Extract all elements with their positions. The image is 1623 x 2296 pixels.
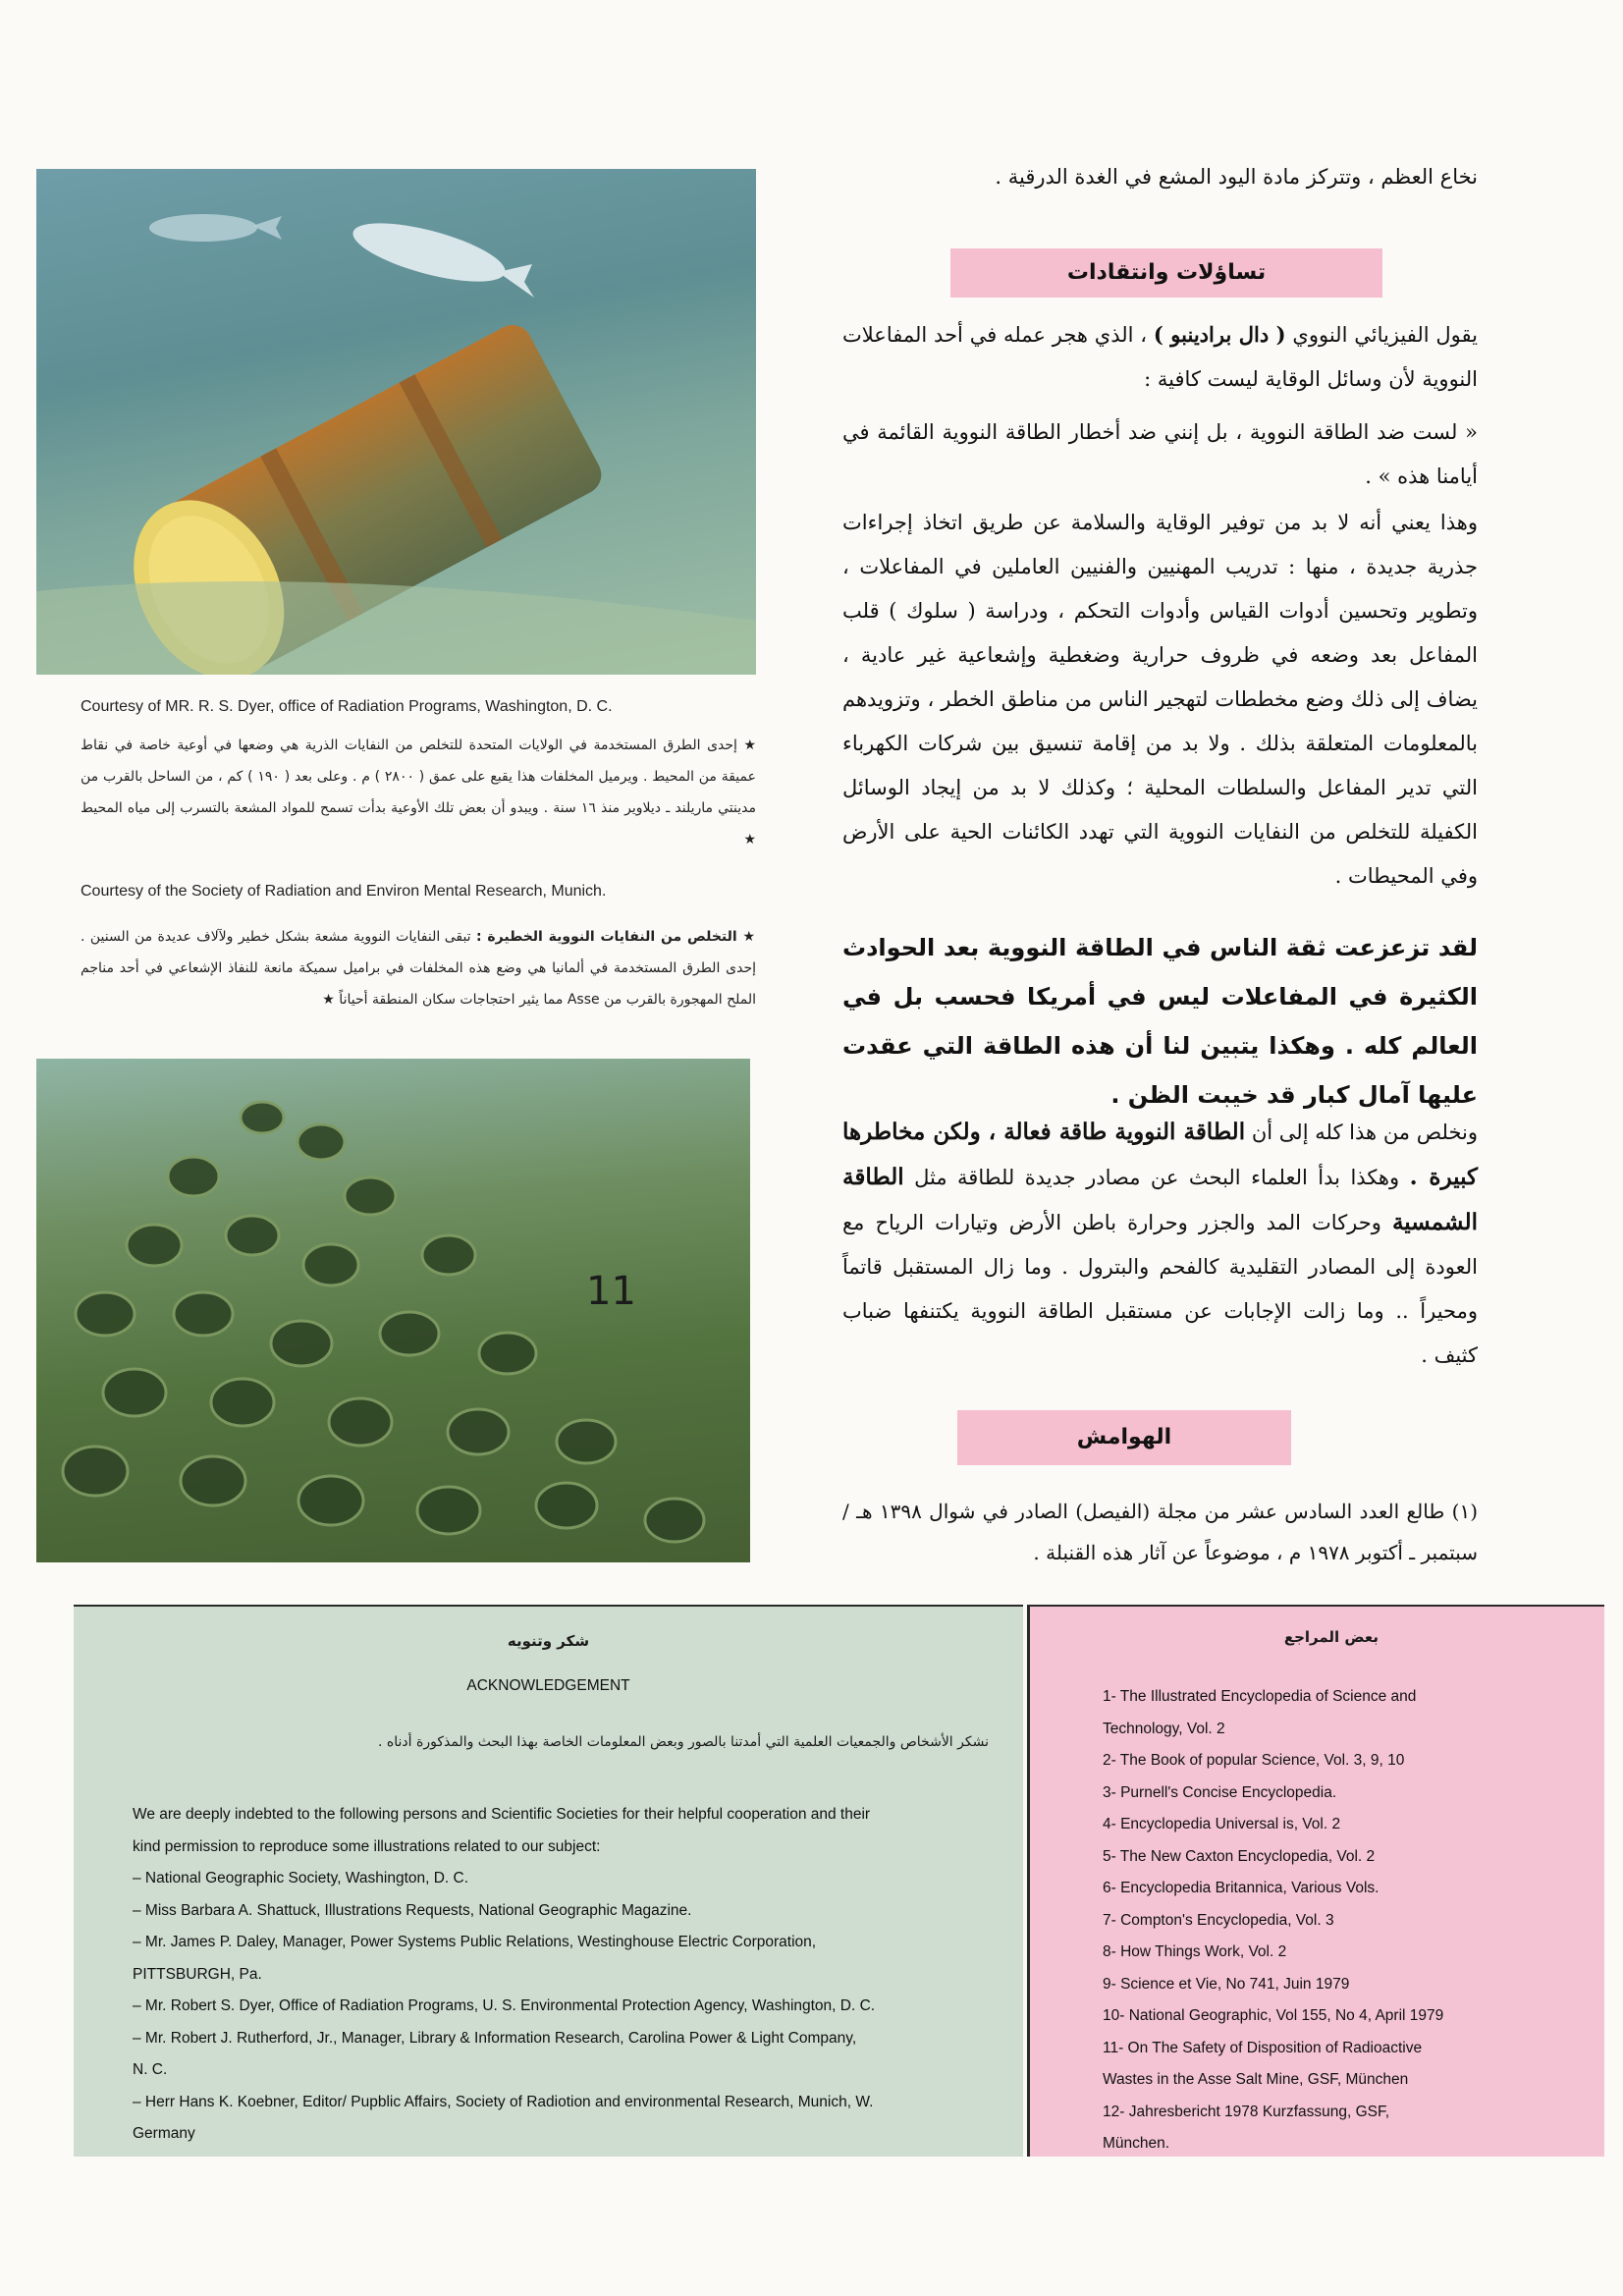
body-para-1-end: ، الذي هجر عمله في أحد المفاعلات النووية لأن وسائل الوقاية ليست كافية : — [842, 323, 1478, 391]
body-para-1 — [842, 312, 1478, 402]
body-para-1-start: يقول الفيزيائي النووي — [1292, 323, 1479, 347]
reference-item: 1- The Illustrated Encyclopedia of Science and — [1103, 1688, 1417, 1705]
acknowledgement-item: Germany — [133, 2125, 195, 2142]
references-title: بعض المراجع — [1283, 1628, 1379, 1646]
photo2-caption — [81, 921, 756, 1015]
body-para-3-d: وحركات المد والجزر وحرارة باطن الأرض وتيارات الرياح مع العودة إلى المصادر التقليدية كالفحم والبترول . وما زال المستقبل قاتماً ومحيراً .. وما زالت الإجابات عن مستقبل الطاقة النووية يكتنفها ضباب كثيف . — [842, 1211, 1478, 1367]
acknowledgement-item: – Herr Hans K. Koebner, Editor/ Pupblic Affairs, Society of Radiotion and environmental Research, Munich, W. — [133, 2093, 874, 2110]
reference-item: Technology, Vol. 2 — [1103, 1720, 1225, 1737]
acknowledgement-list — [133, 1799, 979, 2151]
reference-item: 10- National Geographic, Vol 155, No 4, April 1979 — [1103, 2007, 1444, 2024]
barrel-illustration — [36, 169, 756, 675]
body-para-3-a: ونخلص من هذا كله إلى أن — [1251, 1121, 1478, 1144]
barrels-pile-illustration — [36, 1059, 750, 1562]
photo1-caption: ★ إحدى الطرق المستخدمة في الولايات المتحدة للتخلص من النفايات الذرية هي وضعها في أوعية خاصة في نقاط عميقة من المحيط . ويرميل المخلفات هذا يقبع على عمق ( ٢٨٠٠ ) م . وعلى بعد ( ١٩٠ ) كم ، من الساحل بالقرب من مدينتي ماريلند ـ ديلاوير منذ ١٦ سنة . ويبدو أن بعض تلك الأوعية بدأت تسمح للمواد المشعة بالتسرب إلى مياه المحيط ★ — [81, 738, 756, 847]
reference-item: 8- How Things Work, Vol. 2 — [1103, 1943, 1287, 1960]
acknowledgement-box — [74, 1605, 1023, 2157]
acknowledgement-item: N. C. — [133, 2061, 168, 2078]
photo2-mark: 11 — [586, 1269, 636, 1314]
acknowledgement-item: – Mr. Robert J. Rutherford, Jr., Manager, Library & Information Research, Carolina Power & Light Company, — [133, 2029, 857, 2047]
reference-item: 2- The Book of popular Science, Vol. 3, 9, 10 — [1103, 1752, 1405, 1769]
photo1-credit: Courtesy of MR. R. S. Dyer, office of Radiation Programs, Washington, D. C. — [81, 698, 613, 715]
reference-item: 6- Encyclopedia Britannica, Various Vols. — [1103, 1880, 1380, 1896]
acknowledgement-intro-line: We are deeply indebted to the following persons and Scientific Societies for their helpful cooperation and their — [133, 1806, 871, 1823]
footnote-1: (١) طالع العدد السادس عشر من مجلة (الفيصل) الصادر في شوال ١٣٩٨ هـ / سبتمبر ـ أكتوبر ١٩٧٨ م ، موضوعاً عن آثار هذه القنبلة . — [842, 1500, 1478, 1564]
acknowledgement-item: PITTSBURGH, Pa. — [133, 1965, 262, 1983]
acknowledgement-intro-ar: نشكر الأشخاص والجمعيات العلمية التي أمدتنا بالصور وبعض المعلومات الخاصة بهذا البحث والمذكورة أدناه . — [378, 1734, 989, 1750]
body-para-3 — [842, 1110, 1478, 1378]
reference-item: 4- Encyclopedia Universal is, Vol. 2 — [1103, 1816, 1341, 1832]
body-top-line: نخاع العظم ، وتتركز مادة اليود المشع في الغدة الدرقية . — [995, 165, 1478, 189]
acknowledgement-intro-line: kind permission to reproduce some illustrations related to our subject: — [133, 1837, 601, 1855]
acknowledgement-item: – Miss Barbara A. Shattuck, Illustrations Requests, National Geographic Magazine. — [133, 1901, 692, 1919]
reference-item: Wastes in the Asse Salt Mine, GSF, München — [1103, 2071, 1409, 2088]
reference-item: 11- On The Safety of Disposition of Radioactive — [1103, 2039, 1423, 2056]
body-para-3-bold-1: الطاقة النووية طاقة فعالة ، ولكن مخاطرها كبيرة . — [842, 1119, 1478, 1190]
reference-item: München. — [1103, 2135, 1170, 2152]
reference-item: 3- Purnell's Concise Encyclopedia. — [1103, 1783, 1337, 1801]
photo2-credit: Courtesy of the Society of Radiation and Environ Mental Research, Munich. — [81, 883, 607, 900]
acknowledgement-item: – National Geographic Society, Washington, D. C. — [133, 1870, 469, 1886]
body-quote: « لست ضد الطاقة النووية ، بل إنني ضد أخطار الطاقة النووية القائمة في أيامنا هذه » . — [842, 420, 1478, 488]
references-box — [1027, 1605, 1604, 2157]
body-para-3-bold-2: الطاقة الشمسية — [842, 1164, 1478, 1235]
reference-item: 7- Compton's Encyclopedia, Vol. 3 — [1103, 1911, 1334, 1929]
acknowledgement-title-en: ACKNOWLEDGEMENT — [466, 1677, 630, 1694]
reference-item: 5- The New Caxton Encyclopedia, Vol. 2 — [1103, 1847, 1376, 1865]
reference-item: 12- Jahresbericht 1978 Kurzfassung, GSF, — [1103, 2103, 1390, 2120]
reference-item: 9- Science et Vie, No 741, Juin 1979 — [1103, 1975, 1350, 1993]
body-para-2: وهذا يعني أنه لا بد من توفير الوقاية والسلامة عن طريق اتخاذ إجراءات جذرية جديدة ، منها : تدريب المهنيين والفنيين العاملين في المفاعلات ، وتطوير وتحسين أدوات القياس وأدوات التحكم ، ودراسة ( سلوك ) قلب المفاعل بعد وضعه في ظروف حرارية وضغطية وإشعاعية غير عادية ، يضاف إلى ذلك وضع مخططات لتهجير الناس من مناطق الخطر ، وتزويدهم بالمعلومات المتعلقة بذلك . ولا بد من إقامة تنسيق بين شركات الكهرباء التي تدير المفاعل والسلطات المحلية ؛ وكذلك لا بد من إيجاد الوسائل الكفيلة للتخلص من النفايات النووية التي تهدد الكائنات الحية على الأرض وفي المحيطات . — [842, 511, 1478, 888]
photo2-caption-text: تبقى النفايات النووية مشعة بشكل خطير ولآلاف عديدة من السنين . إحدى الطرق المستخدمة في ألمانيا هي وضع هذه المخلفات في براميل سميكة مانعة للنفاذ الإشعاعي في أحد مناجم الملح المهجورة بالقرب من Asse مما يثير احتجاجات سكان المنطقة أحياناً ★ — [81, 929, 756, 1008]
heading-footnotes: الهوامش — [957, 1410, 1291, 1465]
heading-questions: تساؤلات وانتقادات — [950, 248, 1382, 298]
photo2-caption-title: ★ التخلص من النفايات النووية الخطيرة : — [475, 929, 757, 945]
body-para-1-name: ( دال برادينبو ) — [1153, 322, 1286, 347]
acknowledgement-item: – Mr. James P. Daley, Manager, Power Systems Public Relations, Westinghouse Electric Corporation, — [133, 1934, 817, 1950]
body-bold-paragraph: لقد تزعزعت ثقة الناس في الطاقة النووية بعد الحوادث الكثيرة في المفاعلات ليس في أمريكا فحسب بل في العالم كله . وهكذا يتبين لنا أن هذه الطاقة التي عقدت عليها آمال كبار قد خيبت الظن . — [842, 934, 1478, 1109]
acknowledgement-item: – Mr. Robert S. Dyer, Office of Radiation Programs, U. S. Environmental Protection Agency, Washington, D. C. — [133, 1997, 876, 2014]
photo-barrels-pile — [36, 1059, 750, 1562]
references-list — [1103, 1681, 1505, 2160]
photo-sea-barrel — [36, 169, 756, 675]
acknowledgement-title-ar: شكر وتنويه — [507, 1632, 590, 1650]
body-para-3-c: وهكذا بدأ العلماء البحث عن مصادر جديدة للطاقة مثل — [914, 1166, 1400, 1189]
